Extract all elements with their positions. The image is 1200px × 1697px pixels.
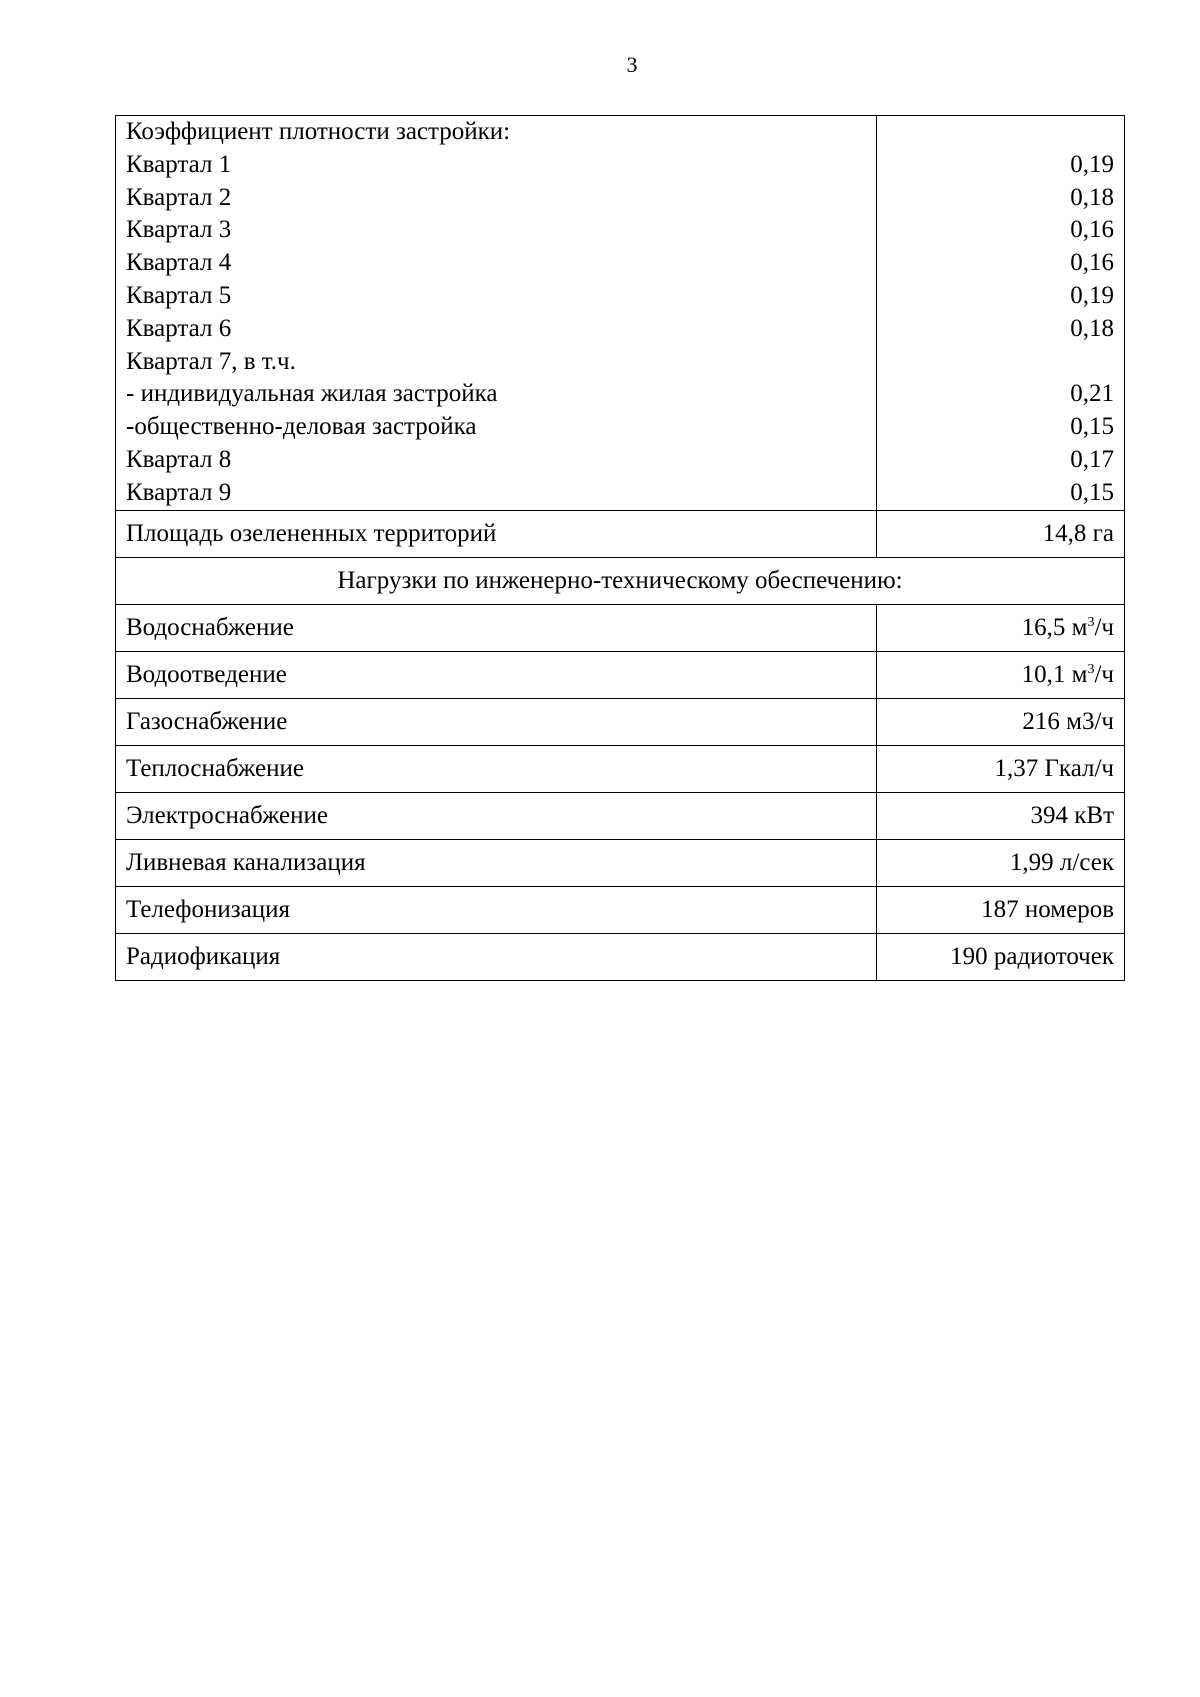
load-label: Электроснабжение xyxy=(116,792,877,839)
load-value xyxy=(877,651,1125,698)
load-value: 394 кВт xyxy=(877,792,1125,839)
green-area-value: 14,8 га xyxy=(877,510,1125,557)
load-row-storm-drainage xyxy=(116,839,1125,886)
indicators-table xyxy=(115,115,1125,981)
load-value-unit-tail: /ч xyxy=(1094,613,1114,641)
density-value: 0,15 xyxy=(1070,478,1114,506)
density-label: Квартал 1 xyxy=(126,150,232,178)
density-value: 0,16 xyxy=(1070,216,1114,244)
density-title: Коэффициент плотности застройки: xyxy=(126,118,511,145)
loads-heading-row xyxy=(116,557,1125,604)
density-value: 0,21 xyxy=(1070,380,1114,408)
density-label: Квартал 3 xyxy=(126,216,232,244)
load-row-telephony xyxy=(116,886,1125,933)
load-row-sewerage xyxy=(116,651,1125,698)
load-value-main: 16,5 м xyxy=(1021,613,1088,641)
density-value: 0,19 xyxy=(1070,150,1114,178)
load-value: 1,99 л/сек xyxy=(877,839,1125,886)
load-label: Водоотведение xyxy=(116,651,877,698)
density-label: Квартал 9 xyxy=(126,478,232,506)
density-label: Квартал 6 xyxy=(126,314,232,342)
load-value xyxy=(877,604,1125,651)
page-number: 3 xyxy=(626,52,638,77)
load-value: 190 радиоточек xyxy=(877,933,1125,980)
density-label: Квартал 5 xyxy=(126,281,232,309)
load-row-water-supply xyxy=(116,604,1125,651)
load-row-heat-supply xyxy=(116,745,1125,792)
load-label: Теплоснабжение xyxy=(116,745,877,792)
density-value: 0,16 xyxy=(1070,249,1114,277)
density-label: - индивидуальная жилая застройка xyxy=(126,380,498,408)
density-value: 0,19 xyxy=(1070,281,1114,309)
load-value-main: 10,1 м xyxy=(1021,660,1088,688)
load-row-gas-supply xyxy=(116,698,1125,745)
density-value xyxy=(887,346,1114,379)
load-value: 187 номеров xyxy=(877,886,1125,933)
green-area-label: Площадь озелененных территорий xyxy=(116,510,877,557)
load-value-superscript: 3 xyxy=(1087,661,1095,677)
density-values-cell xyxy=(877,116,1125,511)
density-value: 0,18 xyxy=(1070,183,1114,211)
load-row-radio xyxy=(116,933,1125,980)
load-label: Телефонизация xyxy=(116,886,877,933)
density-label: -общественно-деловая застройка xyxy=(126,413,477,441)
density-label: Квартал 4 xyxy=(126,249,232,277)
density-value-spacer xyxy=(887,116,1114,149)
load-value: 216 м3/ч xyxy=(877,698,1125,745)
green-area-row xyxy=(116,510,1125,557)
density-labels-cell xyxy=(116,116,877,511)
load-label: Водоснабжение xyxy=(116,604,877,651)
density-label: Квартал 8 xyxy=(126,445,232,473)
load-row-power-supply xyxy=(116,792,1125,839)
load-label: Газоснабжение xyxy=(116,698,877,745)
density-label: Квартал 2 xyxy=(126,183,232,211)
load-value-unit-tail: /ч xyxy=(1094,660,1114,688)
load-value: 1,37 Гкал/ч xyxy=(877,745,1125,792)
density-value: 0,15 xyxy=(1070,413,1114,441)
load-value-superscript: 3 xyxy=(1087,614,1095,630)
density-value: 0,18 xyxy=(1070,314,1114,342)
load-label: Радиофикация xyxy=(116,933,877,980)
load-label: Ливневая канализация xyxy=(116,839,877,886)
density-label: Квартал 7, в т.ч. xyxy=(126,347,296,375)
loads-heading: Нагрузки по инженерно-техническому обеспечению: xyxy=(116,557,1125,604)
density-row xyxy=(116,116,1125,511)
density-value: 0,17 xyxy=(1070,445,1114,473)
